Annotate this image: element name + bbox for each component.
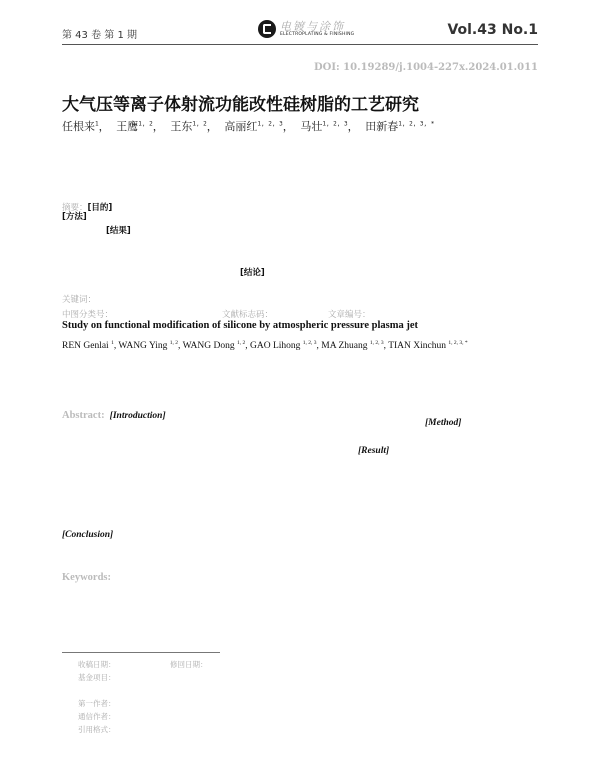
keywords-en-label: Keywords: (62, 572, 111, 583)
citation-label: 引用格式： (78, 725, 116, 734)
first-author-label: 第一作者： (78, 699, 116, 708)
author-list-en (62, 340, 468, 351)
author-cn: 王鹰$^{1, 2}$， (116, 120, 164, 133)
abstract-en-line (62, 403, 166, 422)
author-list-cn (62, 118, 434, 134)
author-en: GAO Lihong $^{1, 2, 3}$, (250, 340, 322, 352)
doc-code-label: 文献标志码： (222, 310, 274, 320)
fund-label: 基金项目： (78, 673, 116, 682)
abstract-cn-conclusion: [结论] (240, 268, 265, 278)
header-divider (62, 44, 538, 45)
abstract-en-result: [Result] (358, 446, 390, 456)
abstract-cn-label: 摘要： (62, 203, 88, 213)
footnote-divider (62, 652, 220, 653)
doi: DOI: 10.19289/j.1004-227x.2024.01.011 (313, 62, 538, 73)
journal-issue: 第 43 卷 第 1 期 (62, 30, 137, 41)
revised-date-label: 修回日期： (170, 660, 208, 669)
author-en: TIAN Xinchun $^{1, 2, 3, *}$ (388, 340, 468, 352)
paper-title-cn: 大气压等离子体射流功能改性硅树脂的工艺研究 (62, 95, 419, 115)
author-cn: 高丽红$^{1, 2, 3}$， (224, 120, 294, 133)
author-cn: 王东$^{1, 2}$， (170, 120, 218, 133)
author-cn: 任根来$^1$， (62, 120, 110, 133)
keywords-cn-label: 关键词： (62, 295, 97, 305)
corresponding-author-label: 通信作者： (78, 712, 116, 721)
received-date-label: 收稿日期： (78, 660, 116, 669)
logo-en-text: ELECTROPLATING & FINISHING (280, 32, 355, 37)
abstract-en-conclusion: [Conclusion] (62, 530, 114, 540)
abstract-en-method: [Method] (425, 418, 462, 428)
abstract-en-label: Abstract: (62, 410, 105, 421)
abstract-en-introduction: [Introduction] (109, 411, 166, 421)
author-en: WANG Dong $^{1, 2}$, (182, 340, 250, 352)
article-no-label: 文章编号： (328, 310, 371, 320)
journal-logo (258, 18, 368, 44)
author-cn: 马壮$^{1, 2, 3}$， (300, 120, 359, 133)
clc-label: 中图分类号： (62, 310, 114, 320)
author-cn: 田新春$^{1, 2, 3, *}$ (365, 120, 435, 133)
abstract-cn-result: [结果] (106, 226, 131, 236)
author-en: WANG Ying $^{1, 2}$, (118, 340, 183, 352)
author-en: REN Genlai $^1$, (62, 340, 119, 352)
abstract-cn-purpose: [目的] (87, 203, 113, 213)
abstract-cn-method: [方法] (62, 212, 87, 222)
journal-volume: Vol.43 No.1 (447, 22, 538, 38)
author-en: MA Zhuang $^{1, 2, 3}$, (321, 340, 389, 352)
paper-title-en: Study on functional modification of silicone by atmospheric pressure plasma jet (62, 320, 419, 331)
logo-mark-icon (258, 20, 276, 38)
logo-cn-text: 电镀与涂饰 (280, 20, 345, 33)
